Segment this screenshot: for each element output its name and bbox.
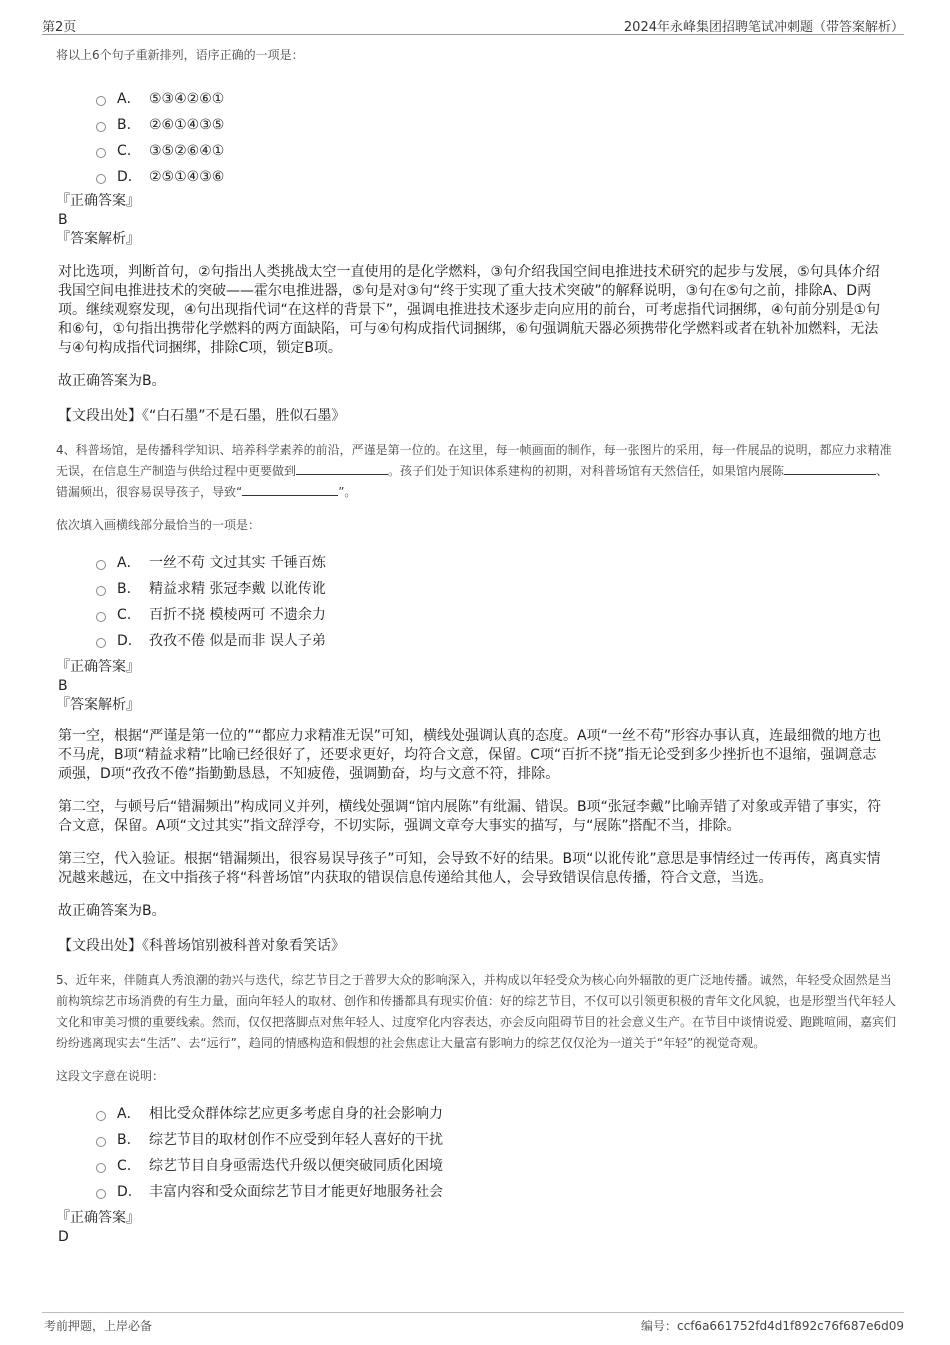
radio-icon[interactable]	[96, 1137, 106, 1147]
option-list	[56, 86, 898, 190]
option-c[interactable]: C. 百折不挠 模棱两可 不遗余力	[96, 602, 898, 628]
option-b[interactable]: B. ②⑥①④③⑤	[96, 112, 898, 138]
analysis-text: 第三空，代入验证。根据“错漏频出，很容易误导孩子”可知，会导致不好的结果。B项“以讹传讹”意思是事情经过一传再传，离真实情况越来越远，在文中指孩子将“科普场馆”内获取的错误信息传递给其他人，会导致错误信息传播，符合文意，当选。	[58, 851, 881, 886]
page-content	[56, 45, 898, 1247]
source-text: 【文段出处】《科普场馆别被科普对象看笑话》	[58, 938, 345, 954]
radio-icon[interactable]	[96, 1163, 106, 1173]
radio-icon[interactable]	[96, 586, 106, 596]
document-title: 2024年永峰集团招聘笔试冲刺题（带答案解析）	[623, 20, 904, 35]
option-a[interactable]: A． 相比受众群体综艺应更多考虑自身的社会影响力	[96, 1101, 898, 1127]
analysis-text: 对比选项，判断首句，②句指出人类挑战太空一直使用的是化学燃料，③句介绍我国空间电推进技术研究的起步与发展，⑤句具体介绍我国空间电推进技术的突破——霍尔电推进器，⑤句是对③句“终于实现了重大技术突破”的解释说明，③句在⑤句之前，排除A、D两项。继续观察发现，④句出现指代词“在这样的背景下”，强调电推进技术逐步走向应用的前台，可考虑指代词捆绑，④句前分别是①句和⑥句，①句指出携带化学燃料的两方面缺陷，可与④句构成指代词捆绑，⑥句强调航天器必须携带化学燃料或者在轨补加燃料，无法与④句构成指代词捆绑，排除C项，锁定B项。	[58, 264, 881, 356]
question-stem: 4、科普场馆，是传播科学知识、培养科学素养的前沿，严谨是第一位的。在这里，每一帧画面的制作，每一张图片的采用，每一件展品的说明，都应力求精准无误，在信息生产制造与供给过程中更要做到 。孩子们处于知识体系建构的初期，对科普场馆有天然信任，如果馆内展陈 、错漏频出，很容易误导孩子，导致“ ”。	[56, 443, 892, 499]
radio-icon[interactable]	[96, 122, 106, 132]
answer-label: 『正确答案』	[56, 1210, 140, 1226]
radio-icon[interactable]	[96, 560, 106, 570]
radio-icon[interactable]	[96, 1189, 106, 1199]
source-text: 【文段出处】《“白石墨”不是石墨，胜似石墨》	[58, 408, 346, 424]
correct-answer: D	[58, 1229, 69, 1245]
radio-icon[interactable]	[96, 612, 106, 622]
option-c[interactable]: C. 综艺节目自身亟需迭代升级以便突破同质化困境	[96, 1153, 898, 1179]
option-a[interactable]: A． 一丝不苟 文过其实 千锤百炼	[96, 550, 898, 576]
page-footer	[42, 1312, 904, 1335]
page-number: 第2页	[42, 20, 77, 35]
question-5	[56, 970, 898, 1247]
option-a[interactable]: A． ⑤③④②⑥①	[96, 86, 898, 112]
option-d[interactable]: D． ②⑤①④③⑥	[96, 164, 898, 190]
option-b[interactable]: B. 综艺节目的取材创作不应受到年轻人喜好的干扰	[96, 1127, 898, 1153]
option-d[interactable]: D. 丰富内容和受众面综艺节目才能更好地服务社会	[96, 1179, 898, 1205]
blank-1	[296, 462, 388, 475]
option-c[interactable]: C. ③⑤②⑥④①	[96, 138, 898, 164]
correct-answer: B	[58, 212, 68, 228]
analysis-label: 『答案解析』	[56, 697, 140, 713]
conclusion-text: 故正确答案为B。	[58, 373, 166, 389]
option-list	[56, 1101, 898, 1205]
question-prompt: 这段文字意在说明：	[56, 1069, 165, 1083]
option-list	[56, 550, 898, 654]
question-prompt: 将以上6个句子重新排列，语序正确的一项是：	[56, 48, 304, 62]
correct-answer: B	[58, 678, 68, 694]
analysis-text: 第二空，与顿号后“错漏频出”构成同义并列，横线处强调“馆内展陈”有纰漏、错误。B项“张冠李戴”比喻弄错了对象或弄错了事实，符合文意，保留。A项“文过其实”指文辞浮夸，不切实际，强调文章夸大事实的描写，与“展陈”搭配不当，排除。	[58, 799, 882, 834]
question-3	[56, 45, 898, 426]
radio-icon[interactable]	[96, 174, 106, 184]
answer-label: 『正确答案』	[56, 659, 140, 675]
radio-icon[interactable]	[96, 96, 106, 106]
question-stem: 5、近年来，伴随真人秀浪潮的勃兴与迭代，综艺节目之于普罗大众的影响深入，并构成以年轻受众为核心向外辐散的更广泛地传播。诚然，年轻受众固然是当前构筑综艺市场消费的有生力量，面向年轻人的取材、创作和传播都具有现实价值：好的综艺节目，不仅可以引领更积极的青年文化风貌，也是形塑当代年轻人文化和审美习惯的重要线索。然而，仅仅把落脚点对焦年轻人、过度窄化内容表达，亦会反向阻碍节目的社会意义生产。在节目中谈情说爱、跑跳喧闹，嘉宾们纷纷逃离现实去“生活”、去“远行”，趋同的情感构造和假想的社会焦虑让大量富有影响力的综艺仅仅沦为一道关于“年轻”的视觉奇观。	[56, 973, 897, 1050]
option-d[interactable]: D. 孜孜不倦 似是而非 误人子弟	[96, 628, 898, 654]
analysis-text: 第一空，根据“严谨是第一位的”“都应力求精准无误”可知，横线处强调认真的态度。A项“一丝不苟”形容办事认真，连最细微的地方也不马虎，B项“精益求精”比喻已经很好了，还要求更好，均符合文意，保留。C项“百折不挠”指无论受到多少挫折也不退缩，强调意志顽强，D项“孜孜不倦”指勤勤恳恳，不知疲倦，强调勤奋，均与文意不符，排除。	[58, 728, 882, 782]
question-prompt: 依次填入画横线部分最恰当的一项是：	[56, 518, 261, 532]
page-header	[42, 14, 904, 35]
footer-slogan: 考前押题，上岸必备	[44, 1319, 153, 1333]
blank-3	[242, 483, 338, 496]
option-b[interactable]: B. 精益求精 张冠李戴 以讹传讹	[96, 576, 898, 602]
analysis-label: 『答案解析』	[56, 231, 140, 247]
radio-icon[interactable]	[96, 1111, 106, 1121]
radio-icon[interactable]	[96, 148, 106, 158]
conclusion-text: 故正确答案为B。	[58, 903, 166, 919]
blank-2	[784, 462, 876, 475]
radio-icon[interactable]	[96, 638, 106, 648]
answer-label: 『正确答案』	[56, 193, 140, 209]
document-code: 编号：ccf6a661752fd4d1f892c76f687e6d09	[641, 1319, 904, 1333]
question-4	[56, 440, 898, 956]
